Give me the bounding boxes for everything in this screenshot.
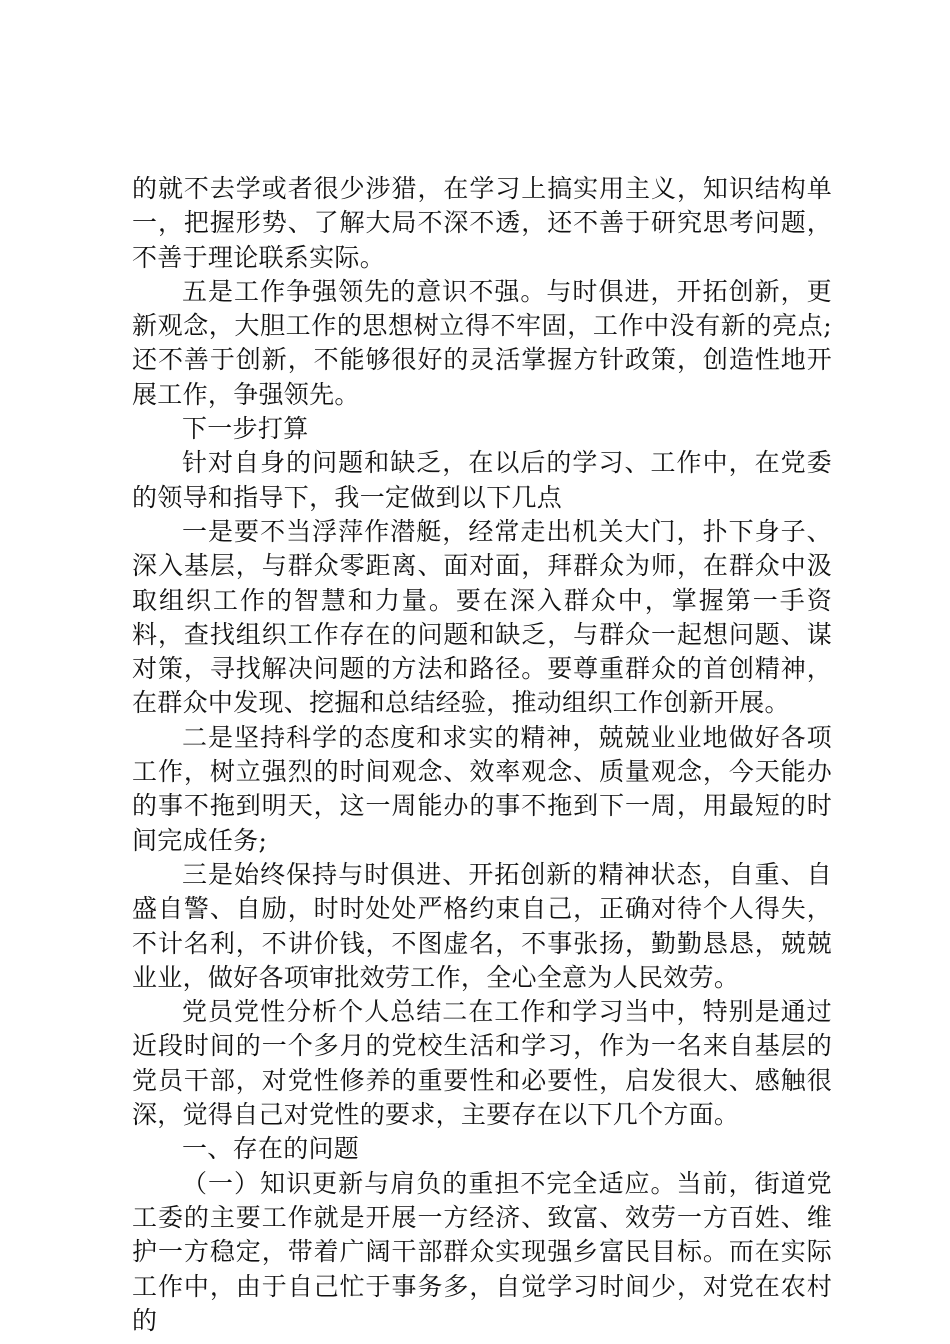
- paragraph-continuation: 的就不去学或者很少涉猎，在学习上搞实用主义，知识结构单一，把握形势、了解大局不深不透，还不善于研究思考问题，不善于理论联系实际。: [132, 174, 832, 272]
- paragraph-plan-two: 二是坚持科学的态度和求实的精神，兢兢业业地做好各项工作，树立强烈的时间观念、效率观念、质量观念，今天能办的事不拖到明天，这一周能办的事不拖到下一周，用最短的时间完成任务;: [132, 722, 832, 855]
- document-body: [132, 172, 832, 1338]
- paragraph-summary-two-intro: 党员党性分析个人总结二在工作和学习当中，特别是通过近段时间的一个多月的党校生活和学习，作为一名来自基层的党员干部，对党性修养的重要性和必要性，启发很大、感触很深，觉得自己对党性的要求，主要存在以下几个方面。: [132, 997, 832, 1130]
- paragraph-plan-one: 一是要不当浮萍作潜艇，经常走出机关大门，扑下身子、深入基层，与群众零距离、面对面，拜群众为师，在群众中汲取组织工作的智慧和力量。要在深入群众中，掌握第一手资料，查找组织工作存在的问题和缺乏，与群众一起想问题、谋对策，寻找解决问题的方法和路径。要尊重群众的首创精神，在群众中发现、挖掘和总结经验，推动组织工作创新开展。: [132, 516, 832, 718]
- paragraph-point-five: 五是工作争强领先的意识不强。与时俱进，开拓创新，更新观念，大胆工作的思想树立得不牢固，工作中没有新的亮点;还不善于创新，不能够很好的灵活掌握方针政策，创造性地开展工作，争强领先。: [132, 276, 832, 409]
- paragraph-intro-plan: 针对自身的问题和缺乏，在以后的学习、工作中，在党委的领导和指导下，我一定做到以下几点: [132, 448, 832, 512]
- section-heading-problems: 一、存在的问题: [182, 1134, 360, 1164]
- paragraph-plan-three: 三是始终保持与时俱进、开拓创新的精神状态，自重、自盛自警、自励，时时处处严格约束自己，正确对待个人得失，不计名利，不讲价钱，不图虚名，不事张扬，勤勤恳恳，兢兢业业，做好各项审批效劳工作，全心全意为人民效劳。: [132, 859, 832, 992]
- paragraph-problem-one: （一）知识更新与肩负的重担不完全适应。当前，街道党工委的主要工作就是开展一方经济、致富、效劳一方百姓、维护一方稳定，带着广阔干部群众实现强乡富民目标。而在实际工作中，由于自己忙于事务多，自觉学习时间少，对党在农村的: [132, 1168, 832, 1335]
- section-heading-next-steps: 下一步打算: [182, 414, 309, 444]
